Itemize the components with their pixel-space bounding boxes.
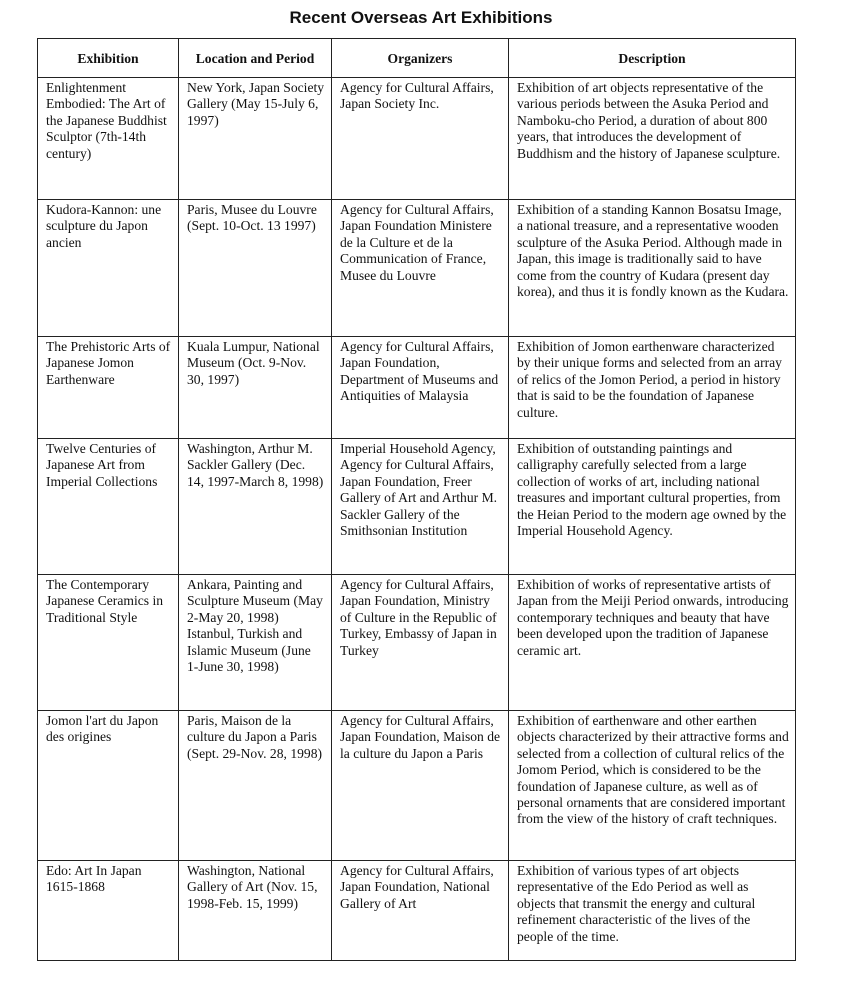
exhibition-cell: The Contemporary Japanese Ceramics in Traditional Style [38, 575, 179, 711]
table-row [38, 337, 796, 439]
description-cell: Exhibition of earthenware and other earthen objects characterized by their attractive forms and selected from a collection of cultural relics of the Jomom Period, which is considered to be the foundation of Japanese culture, as well as of personal ornaments that are considered important from the view of the history of craft techniques. [509, 711, 796, 861]
description-cell: Exhibition of Jomon earthenware characterized by their unique forms and selected from an array of relics of the Jomon Period, a period in history that is said to be the foundation of Japanese culture. [509, 337, 796, 439]
organizers-cell: Agency for Cultural Affairs, Japan Foundation, Maison de la culture du Japon a Paris [332, 711, 509, 861]
description-cell: Exhibition of various types of art objects representative of the Edo Period as well as objects that transmit the energy and cultural refinement characteristic of the lives of the people of the time. [509, 861, 796, 961]
location-cell: Ankara, Painting and Sculpture Museum (May 2-May 20, 1998) Istanbul, Turkish and Islamic Museum (June 1-June 30, 1998) [179, 575, 332, 711]
exhibition-cell: Edo: Art In Japan 1615-1868 [38, 861, 179, 961]
organizers-cell: Agency for Cultural Affairs, Japan Foundation, National Gallery of Art [332, 861, 509, 961]
organizers-cell: Imperial Household Agency, Agency for Cultural Affairs, Japan Foundation, Freer Gallery of Art and Arthur M. Sackler Gallery of the Smithsonian Institution [332, 439, 509, 575]
table-row [38, 78, 796, 200]
table-row [38, 439, 796, 575]
exhibition-cell: Jomon l'art du Japon des origines [38, 711, 179, 861]
header-exhibition: Exhibition [38, 39, 179, 78]
exhibition-cell: Kudora-Kannon: une sculpture du Japon ancien [38, 200, 179, 337]
description-cell: Exhibition of art objects representative of the various periods between the Asuka Period and Namboku-cho Period, a duration of about 800 years, that introduces the development of Buddhism and the history of Japanese sculpture. [509, 78, 796, 200]
organizers-cell: Agency for Cultural Affairs, Japan Foundation Ministere de la Culture et de la Communication of France, Musee du Louvre [332, 200, 509, 337]
organizers-cell: Agency for Cultural Affairs, Japan Foundation, Department of Museums and Antiquities of Malaysia [332, 337, 509, 439]
exhibition-cell: The Prehistoric Arts of Japanese Jomon Earthenware [38, 337, 179, 439]
description-cell: Exhibition of works of representative artists of Japan from the Meiji Period onwards, introducing contemporary techniques and beauty that have been developed upon the tradition of Japanese ceramic art. [509, 575, 796, 711]
table-row [38, 711, 796, 861]
page-title: Recent Overseas Art Exhibitions [289, 8, 553, 27]
exhibition-cell: Enlightenment Embodied: The Art of the Japanese Buddhist Sculptor (7th-14th century) [38, 78, 179, 200]
header-location-period: Location and Period [179, 39, 332, 78]
location-cell: Paris, Musee du Louvre (Sept. 10-Oct. 13 1997) [179, 200, 332, 337]
header-description: Description [509, 39, 796, 78]
organizers-cell: Agency for Cultural Affairs, Japan Society Inc. [332, 78, 509, 200]
location-cell: Paris, Maison de la culture du Japon a Paris (Sept. 29-Nov. 28, 1998) [179, 711, 332, 861]
table-header-row [38, 39, 796, 78]
table-row [38, 861, 796, 961]
exhibitions-table [37, 38, 796, 961]
table-row [38, 575, 796, 711]
table-row [38, 200, 796, 337]
location-cell: Kuala Lumpur, National Museum (Oct. 9-Nov. 30, 1997) [179, 337, 332, 439]
exhibition-cell: Twelve Centuries of Japanese Art from Imperial Collections [38, 439, 179, 575]
description-cell: Exhibition of outstanding paintings and calligraphy carefully selected from a large collection of works of art, including national treasures and important cultural properties, from the Heian Period to the modern age owned by the Imperial Household Agency. [509, 439, 796, 575]
organizers-cell: Agency for Cultural Affairs, Japan Foundation, Ministry of Culture in the Republic of Turkey, Embassy of Japan in Turkey [332, 575, 509, 711]
location-cell: Washington, Arthur M. Sackler Gallery (Dec. 14, 1997-March 8, 1998) [179, 439, 332, 575]
description-cell: Exhibition of a standing Kannon Bosatsu Image, a national treasure, and a representative wooden sculpture of the Asuka Period. Although made in Japan, this image is traditionally said to have come from the country of Kudara (present day korea), and thus it is fondly known as the Kudara. [509, 200, 796, 337]
header-organizers: Organizers [332, 39, 509, 78]
location-cell: New York, Japan Society Gallery (May 15-July 6, 1997) [179, 78, 332, 200]
location-cell: Washington, National Gallery of Art (Nov. 15, 1998-Feb. 15, 1999) [179, 861, 332, 961]
